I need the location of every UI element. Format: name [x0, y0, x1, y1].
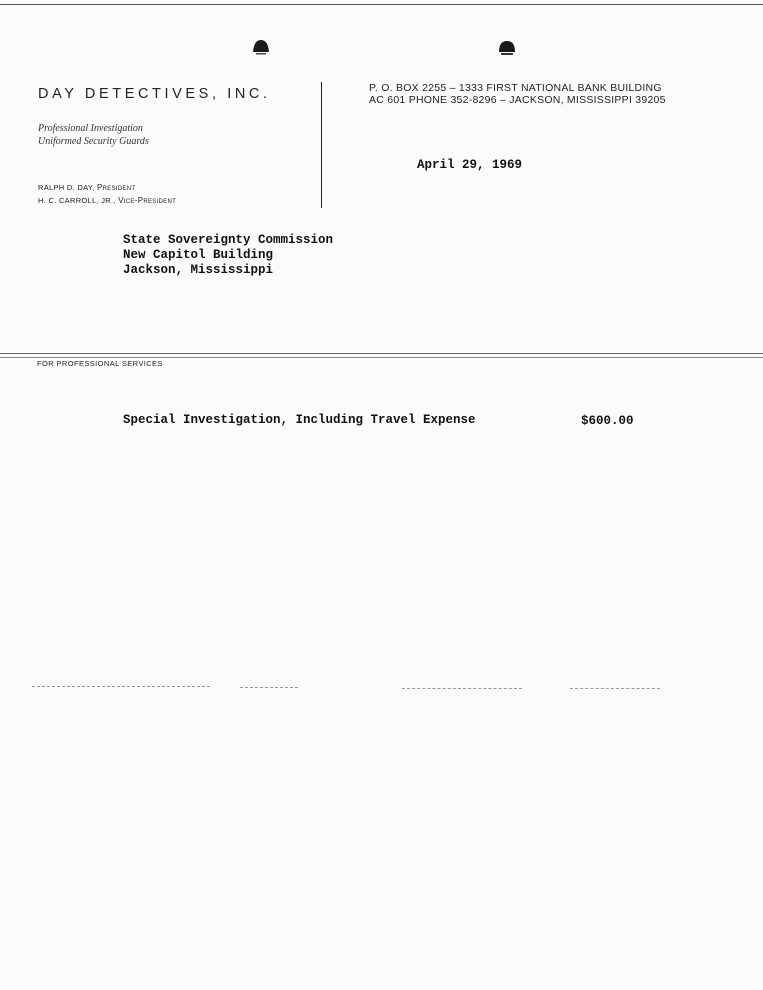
top-border-line — [0, 4, 763, 5]
line-item-amount: $600.00 — [581, 414, 634, 428]
recipient-line: State Sovereignty Commission — [123, 233, 334, 247]
punch-hole-mark-left — [251, 38, 271, 56]
tagline-security: Uniformed Security Guards — [38, 136, 149, 147]
faint-rule — [402, 688, 522, 689]
line-item-description: Special Investigation, Including Travel Expense — [123, 413, 476, 427]
faint-rule — [240, 687, 298, 688]
tagline-investigation: Professional Investigation — [38, 123, 143, 134]
recipient-line: New Capitol Building — [123, 248, 274, 262]
officer-president-name: RALPH D. DAY, — [38, 183, 95, 192]
letterhead-divider — [321, 82, 322, 208]
faint-rule — [32, 686, 210, 687]
company-name: DAY DETECTIVES, INC. — [38, 86, 271, 102]
officer-vp-title: Vice-President — [118, 196, 177, 205]
officer-president-title: President — [96, 183, 136, 192]
invoice-date: April 29, 1969 — [417, 158, 523, 172]
address-line-1: P. O. BOX 2255 – 1333 FIRST NATIONAL BANK BUILDING — [369, 82, 662, 94]
punch-hole-mark-right — [497, 39, 517, 57]
officer-vp-name: H. C. CARROLL, JR., — [38, 196, 116, 205]
section-divider — [0, 353, 763, 358]
recipient-line: Jackson, Mississippi — [123, 263, 274, 277]
address-line-2: AC 601 PHONE 352-8296 – JACKSON, MISSISSIPPI 39205 — [369, 94, 666, 106]
officer-president — [38, 183, 135, 192]
officer-vice-president — [38, 196, 176, 205]
section-label: FOR PROFESSIONAL SERVICES — [37, 359, 163, 368]
faint-rule — [570, 688, 660, 689]
